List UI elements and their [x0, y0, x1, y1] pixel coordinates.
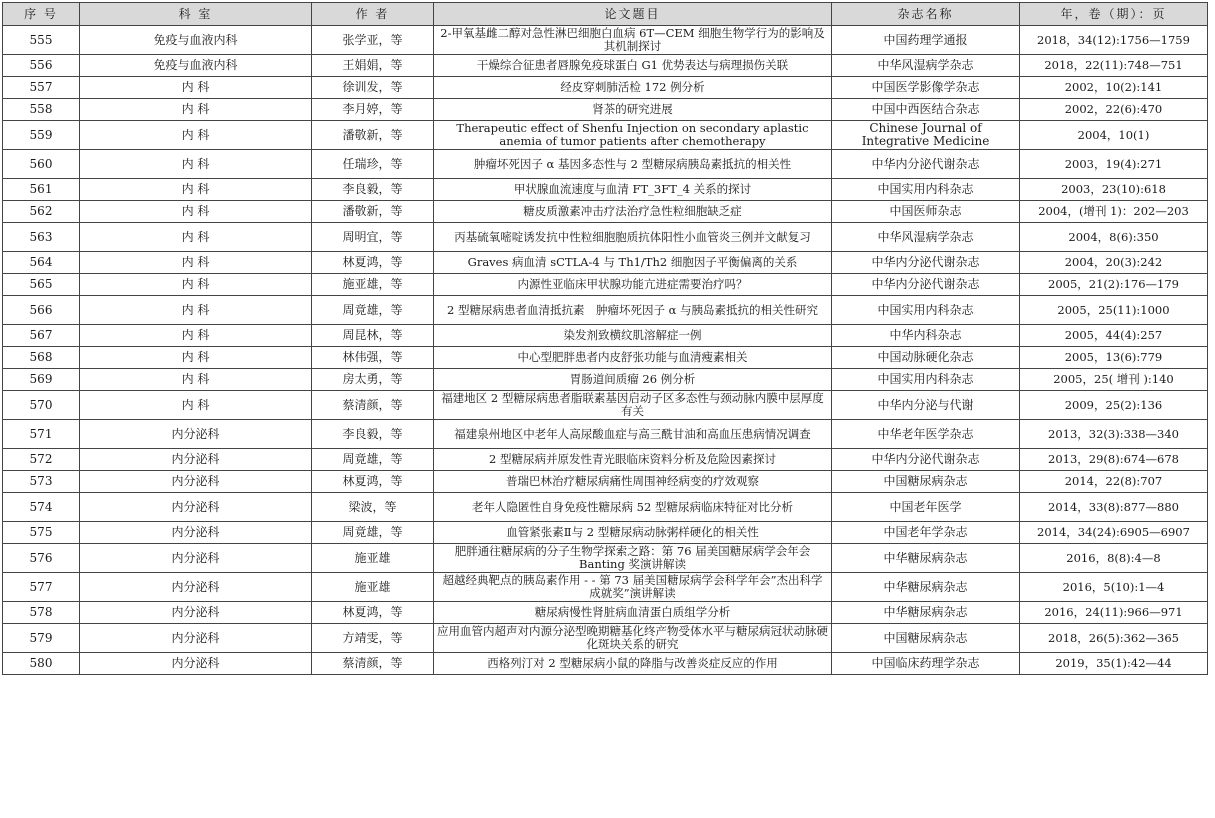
cell-citation: 2018，34(12):1756—1759: [1020, 26, 1208, 55]
cell-department: 免疫与血液内科: [80, 26, 312, 55]
table-row: [3, 201, 1208, 223]
cell-number: 579: [3, 624, 80, 653]
cell-citation: 2018，26(5):362—365: [1020, 624, 1208, 653]
cell-number: 568: [3, 347, 80, 369]
table-row: [3, 420, 1208, 449]
cell-author: 李月婷，等: [312, 99, 434, 121]
table-row: [3, 274, 1208, 296]
cell-title: 干燥综合征患者唇腺免疫球蛋白 G1 优势表达与病理损伤关联: [434, 55, 832, 77]
cell-citation: 2005，25( 增刊 ):140: [1020, 369, 1208, 391]
cell-journal: 中国实用内科杂志: [832, 296, 1020, 325]
cell-journal: 中国老年学杂志: [832, 522, 1020, 544]
col-header-department: 科 室: [80, 3, 312, 26]
cell-journal: 中华糖尿病杂志: [832, 544, 1020, 573]
cell-number: 557: [3, 77, 80, 99]
cell-citation: 2016，24(11):966—971: [1020, 602, 1208, 624]
table-row: [3, 179, 1208, 201]
cell-title: 福建泉州地区中老年人高尿酸血症与高三酰甘油和高血压患病情况调查: [434, 420, 832, 449]
table-row: [3, 471, 1208, 493]
cell-number: 570: [3, 391, 80, 420]
cell-author: 林伟强，等: [312, 347, 434, 369]
cell-number: 572: [3, 449, 80, 471]
cell-author: 房太勇，等: [312, 369, 434, 391]
cell-title: 经皮穿刺肺活检 172 例分析: [434, 77, 832, 99]
table-row: [3, 150, 1208, 179]
table-row: [3, 26, 1208, 55]
cell-number: 555: [3, 26, 80, 55]
cell-number: 562: [3, 201, 80, 223]
cell-journal: 中国中西医结合杂志: [832, 99, 1020, 121]
table-row: [3, 99, 1208, 121]
table-row: [3, 347, 1208, 369]
cell-number: 576: [3, 544, 80, 573]
cell-citation: 2002，22(6):470: [1020, 99, 1208, 121]
cell-journal: 中国糖尿病杂志: [832, 471, 1020, 493]
col-header-author: 作 者: [312, 3, 434, 26]
cell-number: 571: [3, 420, 80, 449]
cell-title: 染发剂致横纹肌溶解症一例: [434, 325, 832, 347]
cell-department: 内 科: [80, 150, 312, 179]
cell-title: 胃肠道间质瘤 26 例分析: [434, 369, 832, 391]
cell-citation: 2016，5(10):1—4: [1020, 573, 1208, 602]
cell-journal: Chinese Journal of Integrative Medicine: [832, 121, 1020, 150]
cell-department: 内分泌科: [80, 449, 312, 471]
cell-author: 李良毅，等: [312, 179, 434, 201]
cell-citation: 2013，32(3):338—340: [1020, 420, 1208, 449]
cell-citation: 2014，34(24):6905—6907: [1020, 522, 1208, 544]
table-row: [3, 121, 1208, 150]
cell-department: 内 科: [80, 223, 312, 252]
table-row: [3, 325, 1208, 347]
cell-citation: 2005，44(4):257: [1020, 325, 1208, 347]
publication-table: [2, 2, 1208, 675]
table-row: [3, 55, 1208, 77]
cell-department: 内分泌科: [80, 420, 312, 449]
cell-author: 方靖雯，等: [312, 624, 434, 653]
cell-journal: 中华风湿病学杂志: [832, 223, 1020, 252]
cell-citation: 2004，10(1): [1020, 121, 1208, 150]
cell-title: 2 型糖尿病患者血清抵抗素 肿瘤坏死因子 α 与胰岛素抵抗的相关性研究: [434, 296, 832, 325]
cell-department: 内分泌科: [80, 544, 312, 573]
cell-journal: 中国医学影像学杂志: [832, 77, 1020, 99]
cell-number: 566: [3, 296, 80, 325]
cell-journal: 中华风湿病学杂志: [832, 55, 1020, 77]
cell-number: 556: [3, 55, 80, 77]
cell-author: 潘敬新，等: [312, 201, 434, 223]
cell-author: 徐训发，等: [312, 77, 434, 99]
cell-department: 内分泌科: [80, 493, 312, 522]
cell-title: 内源性亚临床甲状腺功能亢进症需要治疗吗？: [434, 274, 832, 296]
cell-title: 福建地区 2 型糖尿病患者脂联素基因启动子区多态性与颈动脉内膜中层厚度有关: [434, 391, 832, 420]
cell-department: 内分泌科: [80, 653, 312, 675]
table-row: [3, 77, 1208, 99]
header-row: [3, 3, 1208, 26]
table-row: [3, 391, 1208, 420]
cell-number: 574: [3, 493, 80, 522]
cell-number: 567: [3, 325, 80, 347]
cell-author: 蔡清颜，等: [312, 391, 434, 420]
cell-author: 周竟雄，等: [312, 296, 434, 325]
table-row: [3, 223, 1208, 252]
col-header-number: 序 号: [3, 3, 80, 26]
cell-citation: 2014，22(8):707: [1020, 471, 1208, 493]
table-row: [3, 449, 1208, 471]
cell-title: 甲状腺血流速度与血清 FT_3FT_4 关系的探讨: [434, 179, 832, 201]
cell-number: 559: [3, 121, 80, 150]
cell-title: Therapeutic effect of Shenfu Injection on secondary aplastic anemia of tumor patients after chemotherapy: [434, 121, 832, 150]
cell-department: 内 科: [80, 325, 312, 347]
cell-title: 肾茶的研究进展: [434, 99, 832, 121]
table-row: [3, 544, 1208, 573]
cell-journal: 中华糖尿病杂志: [832, 602, 1020, 624]
cell-journal: 中华内科杂志: [832, 325, 1020, 347]
cell-citation: 2013，29(8):674—678: [1020, 449, 1208, 471]
cell-department: 内 科: [80, 99, 312, 121]
cell-title: 丙基硫氧嘧啶诱发抗中性粒细胞胞质抗体阳性小血管炎三例并文献复习: [434, 223, 832, 252]
cell-number: 578: [3, 602, 80, 624]
cell-author: 张学亚，等: [312, 26, 434, 55]
cell-title: 中心型肥胖患者内皮舒张功能与血清瘦素相关: [434, 347, 832, 369]
cell-author: 李良毅，等: [312, 420, 434, 449]
cell-number: 561: [3, 179, 80, 201]
cell-citation: 2004，20(3):242: [1020, 252, 1208, 274]
cell-department: 内 科: [80, 77, 312, 99]
cell-title: 老年人隐匿性自身免疫性糖尿病 52 型糖尿病临床特征对比分析: [434, 493, 832, 522]
cell-journal: 中华老年医学杂志: [832, 420, 1020, 449]
cell-author: 潘敬新，等: [312, 121, 434, 150]
cell-number: 565: [3, 274, 80, 296]
table-row: [3, 369, 1208, 391]
cell-journal: 中华内分泌与代谢: [832, 391, 1020, 420]
cell-number: 569: [3, 369, 80, 391]
cell-journal: 中国实用内科杂志: [832, 179, 1020, 201]
cell-title: Graves 病血清 sCTLA-4 与 Th1/Th2 细胞因子平衡偏离的关系: [434, 252, 832, 274]
cell-journal: 中华糖尿病杂志: [832, 573, 1020, 602]
table-row: [3, 252, 1208, 274]
cell-number: 580: [3, 653, 80, 675]
cell-department: 内 科: [80, 252, 312, 274]
cell-citation: 2005，25(11):1000: [1020, 296, 1208, 325]
cell-title: 2 型糖尿病并原发性青光眼临床资料分析及危险因素探讨: [434, 449, 832, 471]
cell-author: 施亚雄，等: [312, 274, 434, 296]
cell-journal: 中国糖尿病杂志: [832, 624, 1020, 653]
cell-department: 内 科: [80, 296, 312, 325]
cell-number: 577: [3, 573, 80, 602]
cell-journal: 中华内分泌代谢杂志: [832, 449, 1020, 471]
cell-author: 林夏鸿，等: [312, 471, 434, 493]
cell-citation: 2004，(增刊 1)：202—203: [1020, 201, 1208, 223]
cell-department: 内 科: [80, 347, 312, 369]
cell-title: 应用血管内超声对内源分泌型晚期糖基化终产物受体水平与糖尿病冠状动脉硬化斑块关系的研究: [434, 624, 832, 653]
cell-author: 任瑞珍，等: [312, 150, 434, 179]
cell-title: 肥胖通往糖尿病的分子生物学探索之路：第 76 届美国糖尿病学会年会 Banting 奖演讲解读: [434, 544, 832, 573]
cell-citation: 2019，35(1):42—44: [1020, 653, 1208, 675]
cell-title: 普瑞巴林治疗糖尿病痛性周围神经病变的疗效观察: [434, 471, 832, 493]
table-row: [3, 653, 1208, 675]
cell-journal: 中华内分泌代谢杂志: [832, 252, 1020, 274]
cell-department: 内 科: [80, 369, 312, 391]
cell-author: 施亚雄: [312, 573, 434, 602]
cell-citation: 2014，33(8):877—880: [1020, 493, 1208, 522]
col-header-title: 论文题目: [434, 3, 832, 26]
cell-number: 564: [3, 252, 80, 274]
cell-author: 周昆林，等: [312, 325, 434, 347]
cell-journal: 中华内分泌代谢杂志: [832, 150, 1020, 179]
cell-author: 林夏鸿，等: [312, 252, 434, 274]
table-row: [3, 573, 1208, 602]
cell-department: 内 科: [80, 201, 312, 223]
table-body: [3, 26, 1208, 675]
cell-title: 糖皮质激素冲击疗法治疗急性粒细胞缺乏症: [434, 201, 832, 223]
cell-title: 血管紧张素Ⅱ与 2 型糖尿病动脉粥样硬化的相关性: [434, 522, 832, 544]
cell-number: 563: [3, 223, 80, 252]
cell-department: 内分泌科: [80, 602, 312, 624]
cell-journal: 中国老年医学: [832, 493, 1020, 522]
cell-citation: 2016，8(8):4—8: [1020, 544, 1208, 573]
cell-department: 免疫与血液内科: [80, 55, 312, 77]
cell-citation: 2004，8(6):350: [1020, 223, 1208, 252]
cell-author: 周竟雄，等: [312, 449, 434, 471]
cell-citation: 2018，22(11):748—751: [1020, 55, 1208, 77]
cell-author: 周竟雄，等: [312, 522, 434, 544]
cell-author: 林夏鸿，等: [312, 602, 434, 624]
table-row: [3, 522, 1208, 544]
cell-journal: 中国医师杂志: [832, 201, 1020, 223]
table-row: [3, 602, 1208, 624]
cell-citation: 2003，23(10):618: [1020, 179, 1208, 201]
cell-author: 梁波，等: [312, 493, 434, 522]
cell-journal: 中华内分泌代谢杂志: [832, 274, 1020, 296]
cell-author: 蔡清颜，等: [312, 653, 434, 675]
table-header: [3, 3, 1208, 26]
table-row: [3, 624, 1208, 653]
cell-journal: 中国药理学通报: [832, 26, 1020, 55]
cell-author: 王娟娟，等: [312, 55, 434, 77]
col-header-journal: 杂志名称: [832, 3, 1020, 26]
cell-number: 575: [3, 522, 80, 544]
cell-department: 内 科: [80, 121, 312, 150]
table-row: [3, 296, 1208, 325]
cell-department: 内分泌科: [80, 624, 312, 653]
cell-department: 内分泌科: [80, 471, 312, 493]
cell-number: 573: [3, 471, 80, 493]
cell-department: 内分泌科: [80, 522, 312, 544]
col-header-citation: 年，卷（期）：页: [1020, 3, 1208, 26]
cell-number: 558: [3, 99, 80, 121]
cell-citation: 2005，21(2):176—179: [1020, 274, 1208, 296]
cell-title: 肿瘤坏死因子 α 基因多态性与 2 型糖尿病胰岛素抵抗的相关性: [434, 150, 832, 179]
cell-title: 超越经典靶点的胰岛素作用 - - 第 73 届美国糖尿病学会科学年会”杰出科学成就奖”演讲解读: [434, 573, 832, 602]
cell-citation: 2005，13(6):779: [1020, 347, 1208, 369]
cell-department: 内 科: [80, 274, 312, 296]
cell-title: 西格列汀对 2 型糖尿病小鼠的降脂与改善炎症反应的作用: [434, 653, 832, 675]
cell-number: 560: [3, 150, 80, 179]
cell-author: 施亚雄: [312, 544, 434, 573]
cell-citation: 2003，19(4):271: [1020, 150, 1208, 179]
cell-department: 内分泌科: [80, 573, 312, 602]
cell-title: 糖尿病慢性肾脏病血清蛋白质组学分析: [434, 602, 832, 624]
cell-citation: 2002，10(2):141: [1020, 77, 1208, 99]
cell-department: 内 科: [80, 179, 312, 201]
cell-title: 2-甲氧基雌二醇对急性淋巴细胞白血病 6T—CEM 细胞生物学行为的影响及其机制探讨: [434, 26, 832, 55]
table-row: [3, 493, 1208, 522]
cell-journal: 中国动脉硬化杂志: [832, 347, 1020, 369]
cell-department: 内 科: [80, 391, 312, 420]
cell-citation: 2009，25(2):136: [1020, 391, 1208, 420]
cell-journal: 中国临床药理学杂志: [832, 653, 1020, 675]
cell-author: 周明宜，等: [312, 223, 434, 252]
cell-journal: 中国实用内科杂志: [832, 369, 1020, 391]
